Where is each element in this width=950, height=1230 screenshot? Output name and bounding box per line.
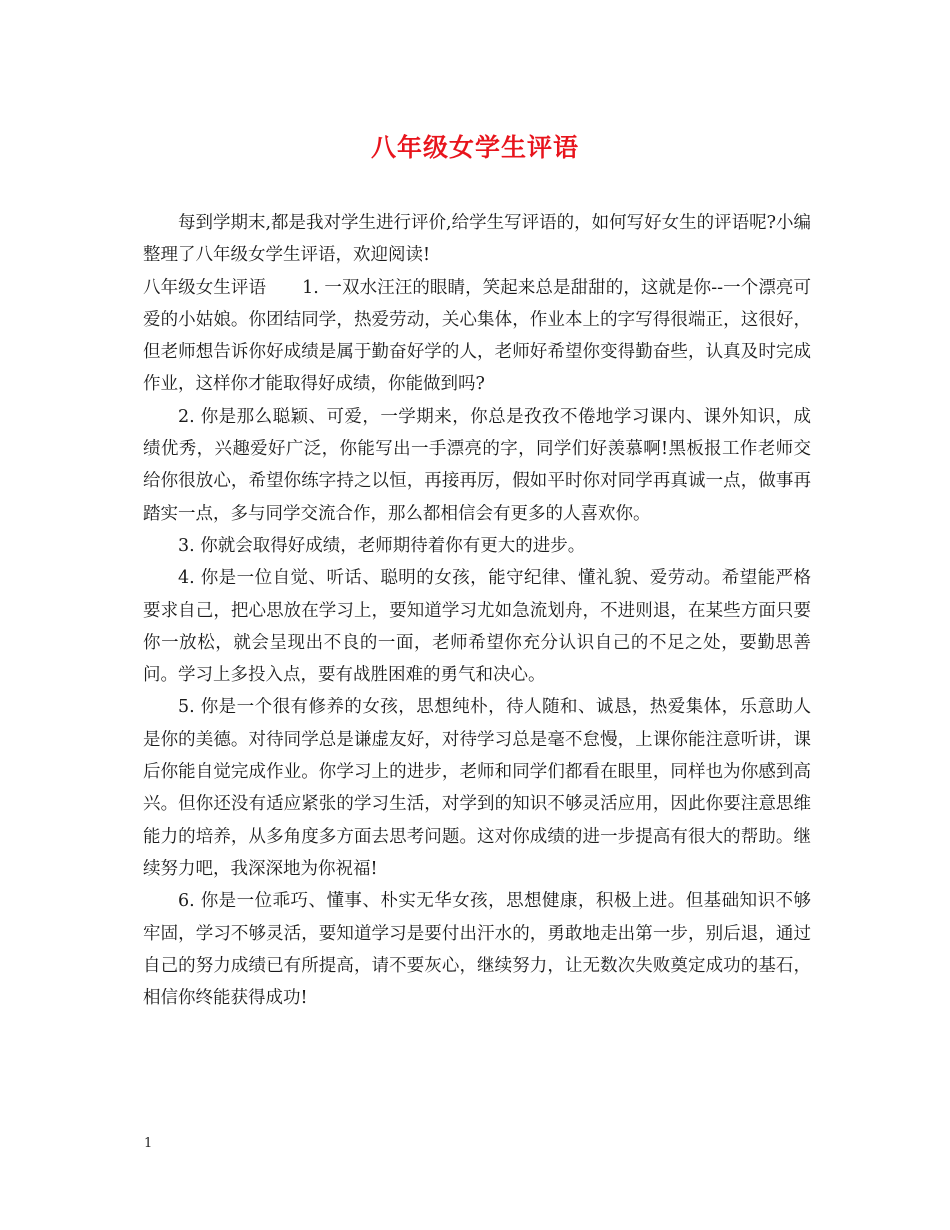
- comment-5: 5. 你是一个很有修养的女孩，思想纯朴，待人随和、诚恳，热爱集体，乐意助人是你的美德。对待同学总是谦虚友好，对待学习总是毫不怠慢，上课你能注意听讲，课后你能自觉完成作业。你学习上的进步，老师和同学们都看在眼里，同样也为你感到高兴。但你还没有适应紧张的学习生活，对学到的知识不够灵活应用，因此你要注意思维能力的培养，从多角度多方面去思考问题。这对你成绩的进一步提高有很大的帮助。继续努力吧，我深深地为你祝福!: [143, 697, 811, 879]
- comment-4: 4. 你是一位自觉、听话、聪明的女孩，能守纪律、懂礼貌、爱劳动。希望能严格要求自己，把心思放在学习上，要知道学习尤如急流划舟，不进则退，在某些方面只要你一放松，就会呈现出不良的一面，老师希望你充分认识自己的不足之处，要勤思善问。学习上多投入点，要有战胜困难的勇气和决心。: [143, 568, 811, 686]
- comment-6: 6. 你是一位乖巧、懂事、朴实无华女孩，思想健康，积极上进。但基础知识不够牢固，学习不够灵活，要知道学习是要付出汗水的，勇敢地走出第一步，别后退，通过自己的努力成绩已有所提高，请不要灰心，继续努力，让无数次失败奠定成功的基石，相信你终能获得成功!: [143, 891, 811, 1009]
- page-number: 1: [144, 1136, 153, 1151]
- section-heading: 八年级女生评语: [143, 277, 267, 298]
- document-title: 八年级女学生评语: [370, 133, 579, 162]
- comment-2: 2. 你是那么聪颖、可爱，一学期来，你总是孜孜不倦地学习课内、课外知识，成绩优秀，兴趣爱好广泛，你能写出一手漂亮的字，同学们好羡慕啊!黑板报工作老师交给你很放心，希望你练字持之以恒，再接再厉，假如平时你对同学再真诚一点，做事再踏实一点，多与同学交流合作，那么都相信会有更多的人喜欢你。: [143, 406, 811, 524]
- first-comment-paragraph: [143, 272, 811, 401]
- comment-3: 3. 你就会取得好成绩，老师期待着你有更大的进步。: [178, 535, 586, 556]
- comment-1: 1. 一双水汪汪的眼睛，笑起来总是甜甜的，这就是你--一个漂亮可爱的小姑娘。你团结同学，热爱劳动，关心集体，作业本上的字写得很端正，这很好，但老师想告诉你好成绩是属于勤奋好学的人，老师好希望你变得勤奋些，认真及时完成作业，这样你才能取得好成绩，你能做到吗?: [143, 277, 812, 395]
- intro-paragraph: 每到学期末,都是我对学生进行评价,给学生写评语的，如何写好女生的评语呢?小编整理了八年级女学生评语，欢迎阅读!: [143, 213, 812, 266]
- document-body: [143, 207, 811, 1014]
